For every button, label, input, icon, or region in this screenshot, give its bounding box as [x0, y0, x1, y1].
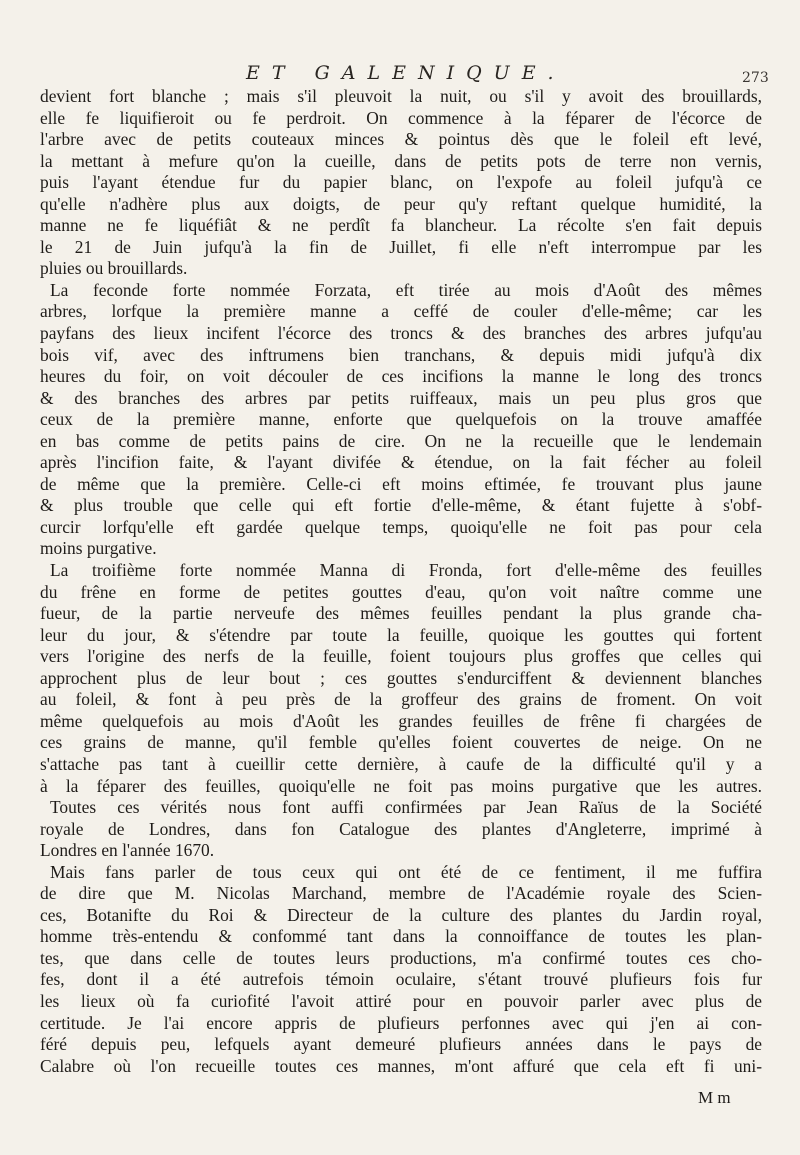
text-line: de dire que M. Nicolas Marchand, membre de l'Académie royale des Scien- — [40, 883, 762, 904]
text-line: & des branches des arbres par petits ruiffeaux, mais un peu plus gros que — [40, 387, 762, 408]
text-line: de même que la première. Celle-ci eft moins eftimée, fe trouvant plus jaune — [40, 473, 762, 494]
text-line: s'attache pas tant à cueillir cette dernière, à caufe de la difficulté qu'il y a — [40, 753, 762, 774]
text-line: Calabre où l'on recueille toutes ces mannes, m'ont affuré que cela eft fi uni- — [40, 1055, 762, 1076]
text-line: fes, dont il a été autrefois témoin oculaire, s'étant trouvé plufieurs fois fur — [40, 969, 762, 990]
text-line: Mais fans parler de tous ceux qui ont été de ce fentiment, il me fuffira — [50, 861, 762, 882]
text-line: tes, que dans celle de toutes leurs productions, m'a confirmé toutes ces cho- — [40, 947, 762, 968]
text-line: moins purgative. — [40, 538, 157, 559]
text-line: après l'incifion faite, & l'ayant divifée & étendue, on la fait fécher au foleil — [40, 452, 762, 473]
body-text — [40, 86, 762, 1077]
text-line: qu'elle n'adhère plus aux doigts, de peur qu'y reftant quelque humidité, la — [40, 193, 762, 214]
text-line: ces grains de manne, qu'il femble qu'elles foient couvertes de neige. On ne — [40, 732, 762, 753]
text-line: féré depuis peu, lefquels ayant demeuré plufieurs années dans le pays de — [40, 1034, 762, 1055]
text-line: arbres, lorfque la première manne a ceffé de couler d'elle-même; car les — [40, 301, 762, 322]
text-line: fueur, de la partie nerveufe des mêmes feuilles pendant la plus grande cha- — [40, 603, 762, 624]
text-line: elle fe liquifieroit ou fe perdroit. On commence à la féparer de l'écorce de — [40, 107, 762, 128]
text-line: leur du jour, & s'étendre par toute la feuille, quoique les gouttes qui fortent — [40, 624, 762, 645]
text-line: La troifième forte nommée Manna di Fronda, fort d'elle-même des feuilles — [50, 560, 762, 581]
text-line: heures du foir, on voit découler de ces incifions la manne le long des troncs — [40, 366, 762, 387]
text-line: devient fort blanche ; mais s'il pleuvoit la nuit, ou s'il y avoit des brouillards, — [40, 86, 762, 106]
text-line: à la féparer des feuilles, quoiqu'elle ne foit pas moins purgative que les autres. — [40, 775, 762, 796]
text-line: certitude. Je l'ai encore appris de plufieurs perfonnes avec qui j'en ai con- — [40, 1012, 762, 1033]
text-line: royale de Londres, dans fon Catalogue des plantes d'Angleterre, imprimé à — [40, 818, 762, 839]
text-line: bois vif, avec des inftrumens bien tranchans, & depuis midi jufqu'à dix — [40, 344, 762, 365]
text-line: manne ne fe liquéfiât & ne perdît fa blancheur. La récolte s'en fait depuis — [40, 215, 762, 236]
text-line: puis l'ayant étendue fur du papier blanc, on l'expofe au foleil jufqu'à ce — [40, 172, 762, 193]
text-line: du frêne en forme de petites gouttes d'eau, qu'on voit naître comme une — [40, 581, 762, 602]
text-line: même quelquefois au mois d'Août les grandes feuilles de frêne fi chargées de — [40, 710, 762, 731]
text-line: payfans des lieux incifent l'écorce des troncs & des branches des arbres jufqu'au — [40, 323, 762, 344]
page-number: 273 — [742, 70, 769, 86]
text-line: La feconde forte nommée Forzata, eft tirée au mois d'Août des mêmes — [50, 279, 762, 300]
text-line: au foleil, & font à peu près de la groffeur des grains de froment. On voit — [40, 689, 762, 710]
text-line: Londres en l'année 1670. — [40, 840, 215, 861]
text-line: Toutes ces vérités nous font auffi confirmées par Jean Raïus de la Société — [50, 797, 762, 818]
text-line: les lieux où fa curiofité l'avoit attiré pour en pouvoir parler avec plus de — [40, 990, 762, 1011]
catchword: M m — [698, 1088, 731, 1107]
text-line: curcir lorfqu'elle eft gardée quelque temps, quoiqu'elle ne foit pas pour cela — [40, 516, 762, 537]
running-title: ET GALENIQUE. — [246, 62, 566, 84]
text-line: l'arbre avec de petits couteaux minces & pointus dès que le foleil eft levé, — [40, 129, 762, 150]
text-line: la mettant à mefure qu'on la cueille, dans de petits pots de terre non vernis, — [40, 150, 762, 171]
text-line: le 21 de Juin jufqu'à la fin de Juillet, fi elle n'eft interrompue par les — [40, 236, 762, 257]
text-line: ces, Botanifte du Roi & Directeur de la culture des plantes du Jardin royal, — [40, 904, 762, 925]
text-line: ceux de la première manne, enforte que quelquefois on la trouve amaffée — [40, 409, 762, 430]
text-line: en bas comme de petits pains de cire. On ne la recueille que le lendemain — [40, 430, 762, 451]
text-line: approchent plus de leur bout ; ces gouttes s'endurciffent & deviennent blanches — [40, 667, 762, 688]
text-line: & plus trouble que celle qui eft fortie d'elle-même, & étant fujette à s'obf- — [40, 495, 762, 516]
text-line: vers l'origine des nerfs de la feuille, foient toujours plus groffes que celles qui — [40, 646, 762, 667]
text-line: homme très-entendu & confommé tant dans la connoiffance de toutes les plan- — [40, 926, 762, 947]
text-line: pluies ou brouillards. — [40, 258, 188, 279]
